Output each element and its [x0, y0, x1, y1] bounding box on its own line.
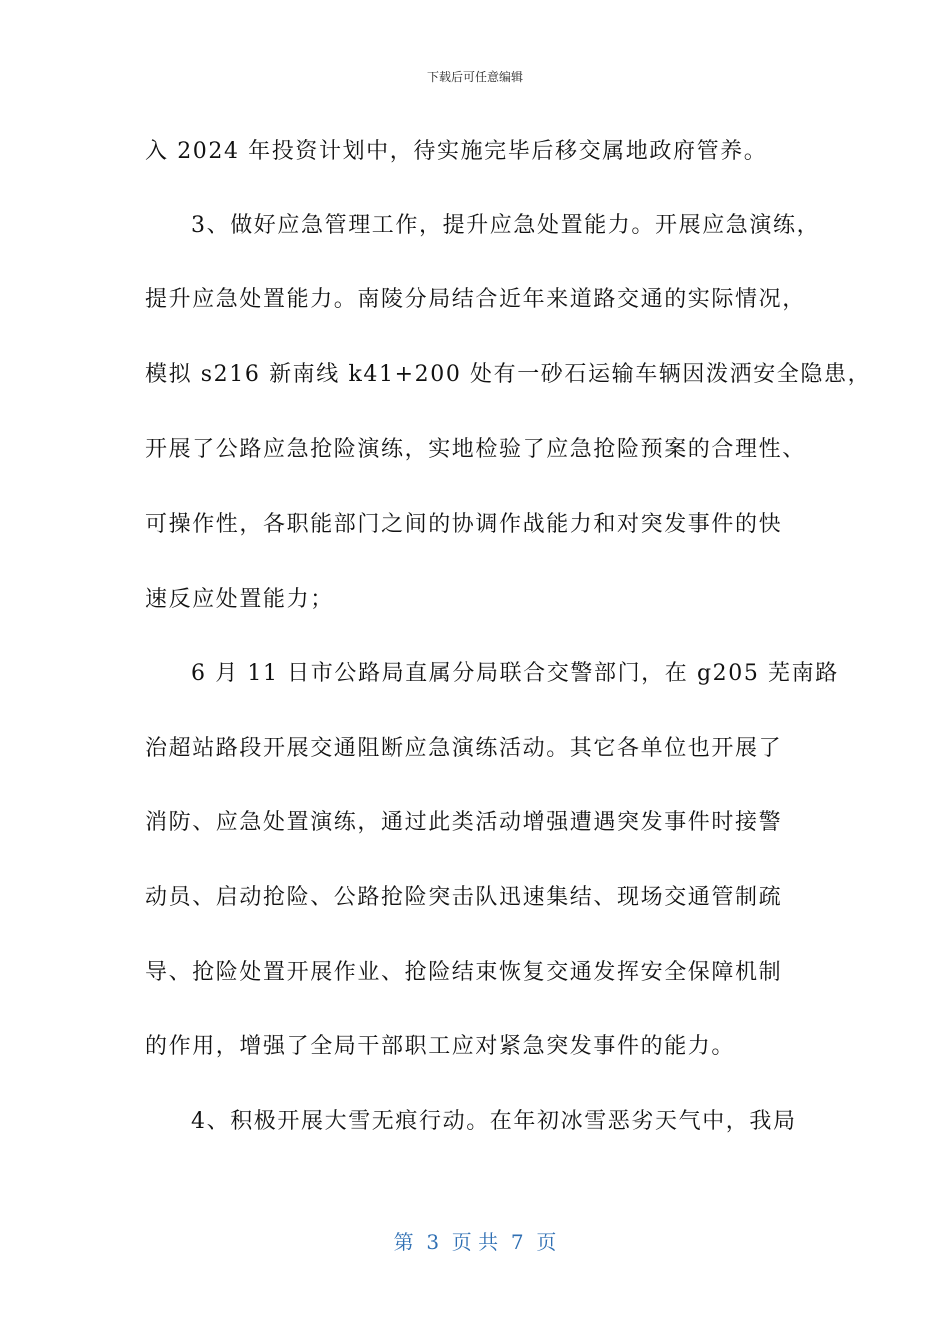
text-line: 动员、启动抢险、公路抢险突击队迅速集结、现场交通管制疏	[145, 885, 783, 910]
text-line: 4、积极开展大雪无痕行动。在年初冰雪恶劣天气中，我局	[191, 1109, 797, 1134]
text-line: 提升应急处置能力。南陵分局结合近年来道路交通的实际情况，	[145, 287, 806, 312]
page-number-footer: 第 3 页 共 7 页	[393, 1230, 557, 1254]
text-line: 6 月 11 日市公路局直属分局联合交警部门，在 g205 芜南路	[191, 661, 839, 686]
text-line: 治超站路段开展交通阻断应急演练活动。其它各单位也开展了	[145, 736, 783, 761]
text-line: 消防、应急处置演练，通过此类活动增强遭遇突发事件时接警	[145, 810, 783, 835]
text-line: 速反应处置能力；	[145, 587, 334, 612]
header-note: 下载后可任意编辑	[426, 70, 523, 84]
text-line: 入 2024 年投资计划中，待实施完毕后移交属地政府管养。	[145, 139, 768, 164]
text-line: 导、抢险处置开展作业、抢险结束恢复交通发挥安全保障机制	[145, 960, 783, 985]
text-line: 的作用，增强了全局干部职工应对紧急突发事件的能力。	[145, 1034, 736, 1059]
text-line: 3、做好应急管理工作，提升应急处置能力。开展应急演练，	[191, 213, 821, 238]
text-line: 模拟 s216 新南线 k41+200 处有一砂石运输车辆因泼洒安全隐患，	[145, 362, 872, 387]
text-line: 可操作性，各职能部门之间的协调作战能力和对突发事件的快	[145, 512, 783, 537]
text-line: 开展了公路应急抢险演练，实地检验了应急抢险预案的合理性、	[145, 437, 806, 462]
